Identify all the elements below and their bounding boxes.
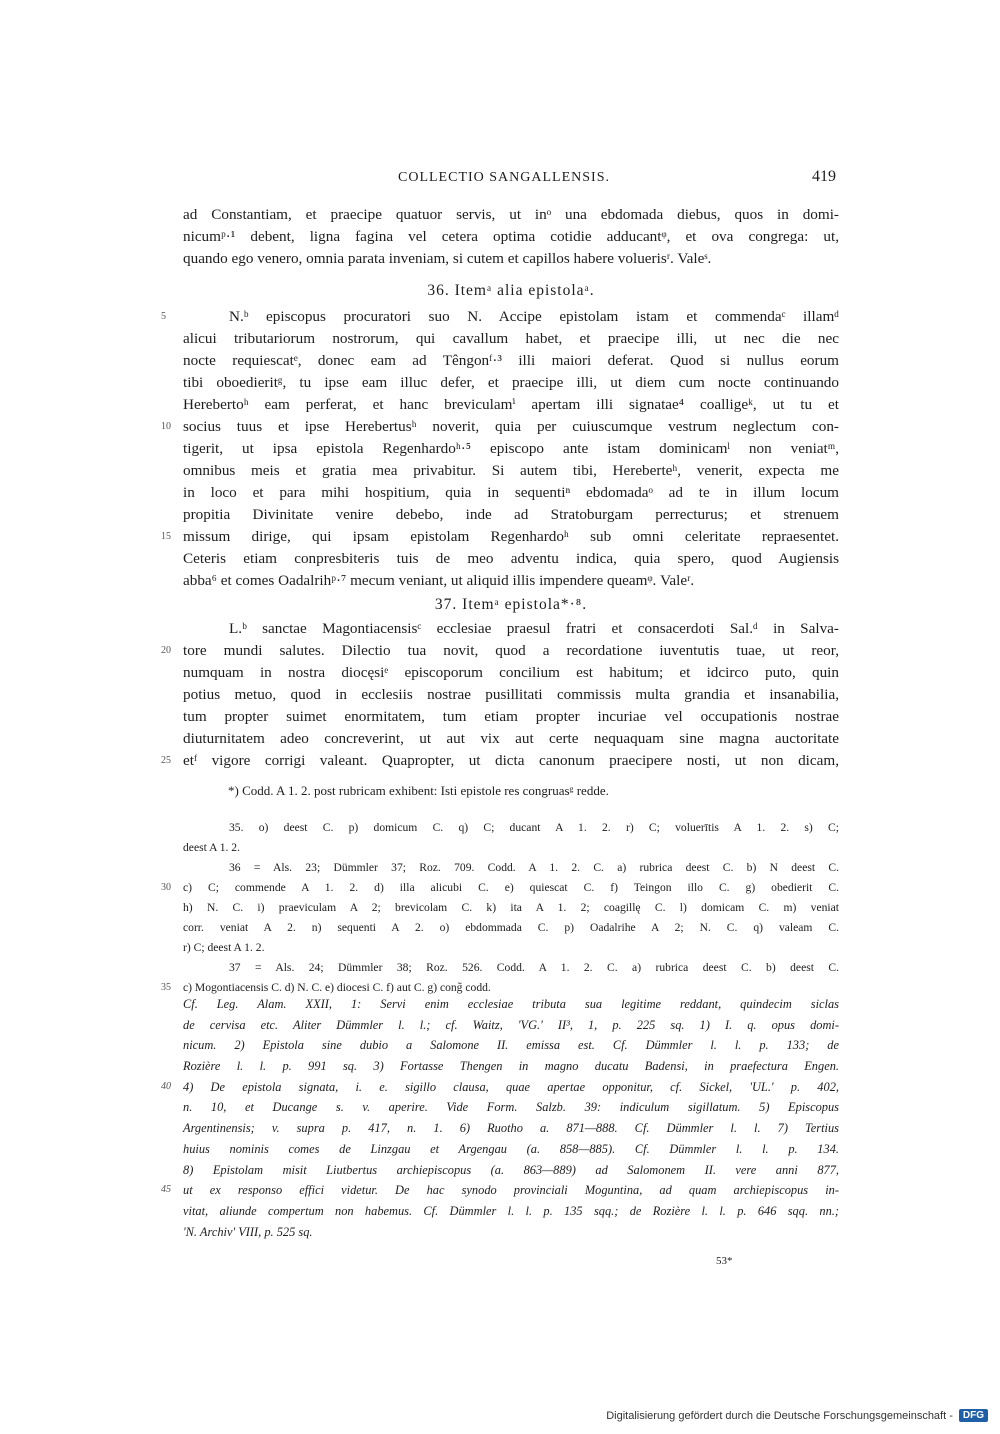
text-line: nicumᵖ·¹ debent, ligna fagina vel cetera optima cotidie adducantᵠ, et ova congrega: ut, <box>183 228 839 245</box>
note-line: nicum. 2) Epistola sine dubio a Salomone II. emissa est. Cf. Dümmler l. l. p. 133; de <box>183 1038 839 1053</box>
note-line: Rozière l. l. p. 991 sq. 3) Fortasse Thengen in magno ducatu Badensi, in praefectura Engen. <box>183 1059 839 1074</box>
text-line: alicui tributariorum nostrorum, qui cavallum habet, et praecipe illi, ut nec die nec <box>183 330 839 347</box>
apparatus-line: 37 = Als. 24; Dümmler 38; Roz. 526. Codd. A 1. 2. C. a) rubrica deest C. b) deest C. <box>229 961 839 974</box>
digitization-footer <box>606 1409 988 1422</box>
text-line: 25 etᶠ vigore corrigi valeant. Quapropter, ut dicta canonum praecipere nosti, ut non dicam, <box>183 750 839 772</box>
text-line: 15 missum dirige, qui ipsam epistolam Regenhardoʰ sub omni celeritate repraesentet. <box>183 526 839 548</box>
apparatus-line: r) C; deest A 1. 2. <box>183 941 265 954</box>
text-line: in loco et para mihi hospitium, quia in sequentiⁿ ebdomadaᵒ ad te in illum locum <box>183 484 839 501</box>
apparatus-line: 30 c) C; commende A 1. 2. d) illa alicubi C. e) quiescat C. f) Teingon illo C. g) obedierit C. <box>183 878 839 898</box>
line-number: 30 <box>161 882 171 893</box>
apparatus-line: 35. o) deest C. p) domicum C. q) C; ducant A 1. 2. r) C; voluerītis A 1. 2. s) C; <box>229 821 839 834</box>
star-footnote: *) Codd. A 1. 2. post rubricam exhibent: Isti epistole res congruasᵍ redde. <box>228 783 609 798</box>
note-line: de cervisa etc. Aliter Dümmler l. l.; cf. Waitz, 'VG.' II³, 1, p. 225 sq. 1) I. q. opus domi- <box>183 1017 839 1032</box>
text-line: 5 N.ᵇ episcopus procuratori suo N. Accipe epistolam istam et commendaᶜ illamᵈ <box>183 306 839 328</box>
line-number: 35 <box>161 982 171 993</box>
text-line: ad Constantiam, et praecipe quatuor servis, ut inᵒ una ebdomada diebus, quos in domi- <box>183 206 839 223</box>
section-37-heading: 37. Itemᵃ epistola*·⁸. <box>434 596 588 613</box>
text-line: quando ego venero, omnia parata inveniam, si cutem et capillos habere voluerisʳ. Valeˢ. <box>183 250 712 267</box>
text-line: propitia Divinitate venire debebo, inde ad Stratoburgam perrecturus; et strenuem <box>183 506 839 523</box>
line-number: 10 <box>161 421 171 432</box>
line-number: 5 <box>161 311 166 322</box>
running-header: COLLECTIO SANGALLENSIS. <box>398 170 610 185</box>
text-line: numquam in nostra diocęsiᵉ episcoporum concilium est habitum; et idcirco puto, quin <box>183 664 839 681</box>
line-number: 25 <box>161 755 171 766</box>
note-line: 8) Epistolam misit Liutbertus archiepiscopus (a. 863—889) ad Salomonem II. vere anni 877, <box>183 1162 839 1177</box>
text-line: tigerit, ut ipsa epistola Regenhardoʰ·⁵ episcopo ante istam dominicamˡ non veniatᵐ, <box>183 440 839 457</box>
apparatus-line: corr. veniat A 2. n) sequenti A 2. o) ebdommada C. p) Oadalrihe A 2; N. C. q) valeam C. <box>183 921 839 934</box>
section-35-tail <box>183 204 839 270</box>
line-number: 15 <box>161 531 171 542</box>
apparatus-line: h) N. C. i) praeviculam A 2; brevicolam C. k) ita A 1. 2; coagillę C. l) domicam C. m) veniat <box>183 901 839 914</box>
text-line: tibi oboedieritᵍ, tu ipse eam illuc defer, et praecipe illi, ut diem cum nocte continuando <box>183 374 839 391</box>
text-line: abba⁶ et comes Oadalrihᵖ·⁷ mecum veniant, ut aliquid illis impendere queamᵠ. Valeʳ. <box>183 572 695 589</box>
text-line: nocte requiescatᵉ, donec eam ad Têngonᶠ·³ illi maiori deferat. Quod si nullus eorum <box>183 352 839 369</box>
note-line: n. 10, et Ducange s. v. aperire. Vide Form. Salzb. 39: indiculum sigillatum. 5) Episcopus <box>183 1100 839 1115</box>
text-line: omnibus meis et gratia mea privabitur. Si autem tibi, Hereberteʰ, venerit, expecta me <box>183 462 839 479</box>
note-line: 'N. Archiv' VIII, p. 525 sq. <box>183 1224 313 1239</box>
text-line: diuturnitatem adeo concreverint, ut aut vix aut certe nequaquam sine magna auctoritate <box>183 730 839 747</box>
dfg-logo: DFG <box>959 1409 988 1422</box>
line-number: 40 <box>161 1080 171 1092</box>
apparatus-line: 36 = Als. 23; Dümmler 37; Roz. 709. Codd. A 1. 2. C. a) rubrica deest C. b) N deest C. <box>229 861 839 874</box>
text-line: potius metuo, quod in ecclesiis nostrae pusillitati commissis multa grandia et insanabilia, <box>183 686 839 703</box>
critical-apparatus <box>161 818 839 998</box>
section-36-heading: 36. Itemᵃ alia epistolaᵃ. <box>427 282 595 299</box>
text-line: L.ᵇ sanctae Magontiacensisᶜ ecclesiae praesul fratri et consacerdoti Sal.ᵈ in Salva- <box>229 620 839 637</box>
historical-notes <box>161 994 839 1242</box>
page-number: 419 <box>812 168 836 185</box>
section-37-body <box>161 618 839 772</box>
note-line: vitat, aliunde compertum non habemus. Cf. Dümmler l. l. p. 135 sqq.; de Rozière l. l. p. 646 sqq. nn.; <box>183 1203 839 1218</box>
line-number: 45 <box>161 1184 171 1196</box>
text-line: tum propter suimet enormitatem, tum etiam propter incuriae vel occupationis nostrae <box>183 708 839 725</box>
sheet-signature: 53* <box>716 1255 733 1267</box>
footer-text: Digitalisierung gefördert durch die Deutsche Forschungsgemeinschaft - <box>606 1409 953 1422</box>
note-line: huius nominis comes de Linzgau et Argengau (a. 858—885). Cf. Dümmler l. l. p. 134. <box>183 1141 839 1156</box>
text-line: Herebertoʰ eam perferat, et hanc breviculamⁱ apertam illi signatae⁴ coalligeᵏ, ut tu et <box>183 396 839 413</box>
text-line: Ceteris etiam conpresbiteris tuis de meo adventu indica, quia spero, quod Augiensis <box>183 550 839 567</box>
text-line: 10 socius tuus et ipse Herebertusʰ noverit, quia per cuiuscumque vestrum neglectum con- <box>183 416 839 438</box>
note-line: 45 ut ex responso effici videtur. De hac synodo provinciali Moguntina, ad quam archiepiscopus in- <box>183 1180 839 1201</box>
section-36-body <box>161 306 839 592</box>
line-number: 20 <box>161 645 171 656</box>
apparatus-line: 35 c) Mogontiacensis C. d) N. C. e) diocesi C. f) aut C. g) cong̃ codd. <box>183 978 839 998</box>
apparatus-line: deest A 1. 2. <box>183 841 241 854</box>
note-line: Cf. Leg. Alam. XXII, 1: Servi enim ecclesiae tributa sua legitime reddant, quindecim siclas <box>183 997 839 1011</box>
note-line: Argentinensis; v. supra p. 417, n. 1. 6) Ruotho a. 871—888. Cf. Dümmler l. l. 7) Tertius <box>183 1121 839 1136</box>
note-line: 40 4) De epistola signata, i. e. sigillo clausa, quae apertae opponitur, cf. Sickel, 'UL.' p. 402, <box>183 1077 839 1098</box>
text-line: 20 tore mundi salutes. Dilectio tua novit, quod a recordatione iuventutis tuae, ut reor, <box>183 640 839 662</box>
